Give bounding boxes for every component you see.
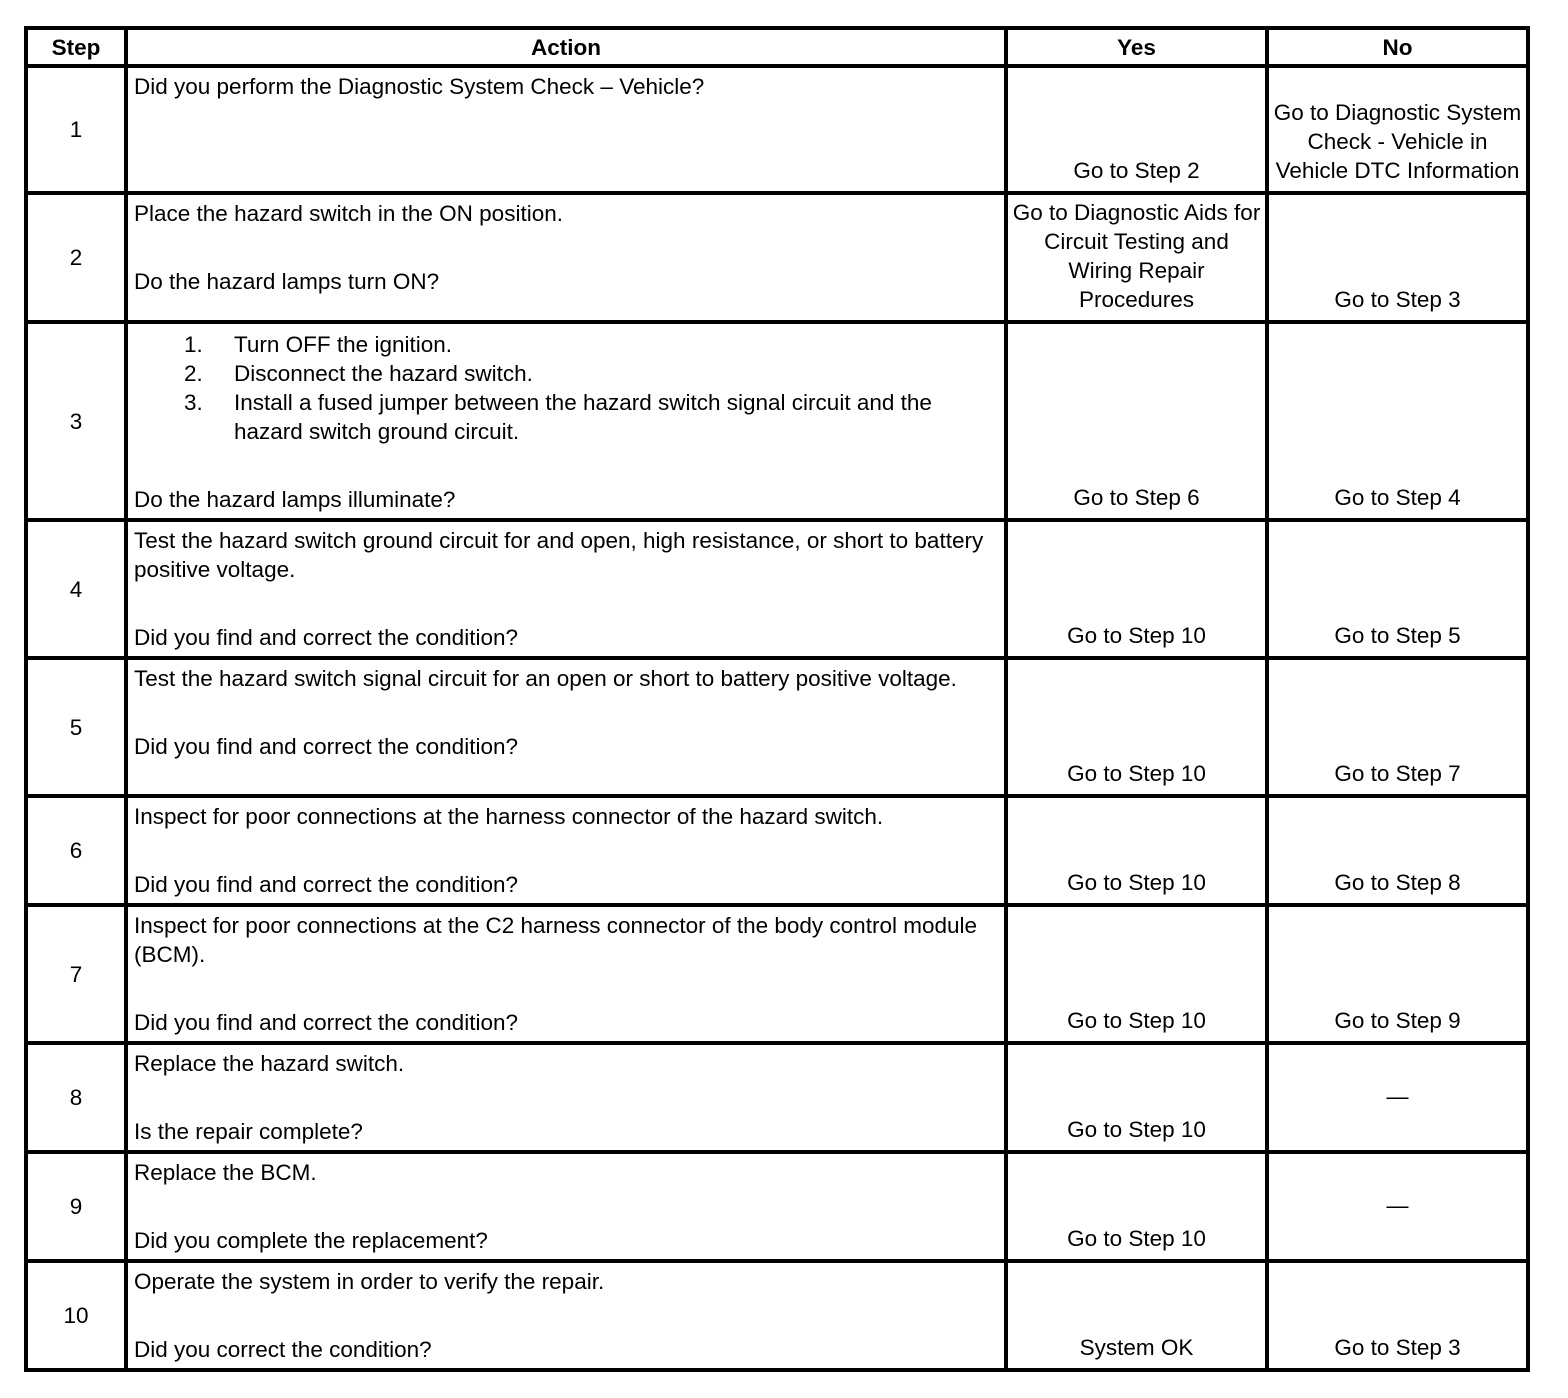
table-row xyxy=(26,905,1528,1043)
action-cell xyxy=(126,796,1006,905)
action-question: Did you find and correct the condition? xyxy=(134,734,518,759)
action-question: Do the hazard lamps turn ON? xyxy=(134,269,440,294)
yes-cell: Go to Step 10 xyxy=(1006,658,1267,796)
yes-cell: Go to Step 10 xyxy=(1006,905,1267,1043)
no-cell: Go to Step 3 xyxy=(1267,1261,1528,1370)
list-number: 1. xyxy=(184,332,203,357)
action-cell xyxy=(126,1152,1006,1261)
step-number: 1 xyxy=(26,66,126,193)
table-row xyxy=(26,1043,1528,1152)
action-list xyxy=(134,330,1000,446)
action-text: Place the hazard switch in the ON position. xyxy=(134,201,563,226)
action-cell xyxy=(126,322,1006,520)
no-cell: Go to Step 9 xyxy=(1267,905,1528,1043)
no-cell: Go to Step 4 xyxy=(1267,322,1528,520)
table-row xyxy=(26,1152,1528,1261)
header-yes: Yes xyxy=(1006,28,1267,66)
action-question: Is the repair complete? xyxy=(134,1119,363,1144)
list-text: Disconnect the hazard switch. xyxy=(234,361,533,386)
no-cell: Go to Step 3 xyxy=(1267,193,1528,322)
action-text: Did you perform the Diagnostic System Check – Vehicle? xyxy=(134,74,705,99)
action-text: Test the hazard switch ground circuit for and open, high resistance, or short to battery positive voltage. xyxy=(134,528,990,582)
table-row xyxy=(26,322,1528,520)
yes-cell: Go to Step 10 xyxy=(1006,520,1267,658)
no-cell: Go to Step 5 xyxy=(1267,520,1528,658)
action-cell xyxy=(126,66,1006,193)
yes-cell: Go to Step 10 xyxy=(1006,1043,1267,1152)
action-cell xyxy=(126,905,1006,1043)
list-text: Install a fused jumper between the hazard switch signal circuit and the hazard switch ground circuit. xyxy=(234,390,932,444)
step-number: 2 xyxy=(26,193,126,322)
no-cell: Go to Step 8 xyxy=(1267,796,1528,905)
action-text: Replace the BCM. xyxy=(134,1160,317,1185)
action-cell xyxy=(126,193,1006,322)
step-number: 3 xyxy=(26,322,126,520)
no-cell: — xyxy=(1267,1043,1528,1152)
yes-cell: Go to Step 2 xyxy=(1006,66,1267,193)
diagnostic-table xyxy=(24,26,1530,1372)
no-cell: Go to Diagnostic System Check - Vehicle in Vehicle DTC Information xyxy=(1267,66,1528,193)
action-text: Replace the hazard switch. xyxy=(134,1051,405,1076)
step-number: 9 xyxy=(26,1152,126,1261)
action-question: Did you find and correct the condition? xyxy=(134,625,518,650)
action-text: Inspect for poor connections at the harness connector of the hazard switch. xyxy=(134,804,884,829)
action-text: Operate the system in order to verify the repair. xyxy=(134,1269,605,1294)
header-no: No xyxy=(1267,28,1528,66)
step-number: 4 xyxy=(26,520,126,658)
list-text: Turn OFF the ignition. xyxy=(234,332,453,357)
action-cell xyxy=(126,1261,1006,1370)
action-text: Test the hazard switch signal circuit for an open or short to battery positive voltage. xyxy=(134,666,957,691)
yes-cell: Go to Step 10 xyxy=(1006,796,1267,905)
action-question: Did you correct the condition? xyxy=(134,1337,432,1362)
list-number: 3. xyxy=(184,390,203,415)
step-number: 6 xyxy=(26,796,126,905)
step-number: 10 xyxy=(26,1261,126,1370)
list-item xyxy=(134,388,1000,446)
list-item xyxy=(134,330,1000,359)
action-question: Did you find and correct the condition? xyxy=(134,1010,518,1035)
action-text: Inspect for poor connections at the C2 harness connector of the body control module (BCM). xyxy=(134,913,984,967)
table-row xyxy=(26,1261,1528,1370)
table-row xyxy=(26,658,1528,796)
action-cell xyxy=(126,520,1006,658)
no-cell: Go to Step 7 xyxy=(1267,658,1528,796)
list-number: 2. xyxy=(184,361,203,386)
action-question: Did you complete the replacement? xyxy=(134,1228,488,1253)
table-row xyxy=(26,66,1528,193)
table-row xyxy=(26,193,1528,322)
action-cell xyxy=(126,1043,1006,1152)
yes-cell: Go to Step 10 xyxy=(1006,1152,1267,1261)
table-row xyxy=(26,796,1528,905)
yes-cell: Go to Step 6 xyxy=(1006,322,1267,520)
header-row xyxy=(26,28,1528,66)
header-action: Action xyxy=(126,28,1006,66)
step-number: 8 xyxy=(26,1043,126,1152)
header-step: Step xyxy=(26,28,126,66)
step-number: 7 xyxy=(26,905,126,1043)
step-number: 5 xyxy=(26,658,126,796)
list-item xyxy=(134,359,1000,388)
yes-cell: Go to Diagnostic Aids for Circuit Testing and Wiring Repair Procedures xyxy=(1006,193,1267,322)
action-question: Do the hazard lamps illuminate? xyxy=(134,487,456,512)
action-cell xyxy=(126,658,1006,796)
no-cell: — xyxy=(1267,1152,1528,1261)
yes-cell: System OK xyxy=(1006,1261,1267,1370)
action-question: Did you find and correct the condition? xyxy=(134,872,518,897)
table-row xyxy=(26,520,1528,658)
